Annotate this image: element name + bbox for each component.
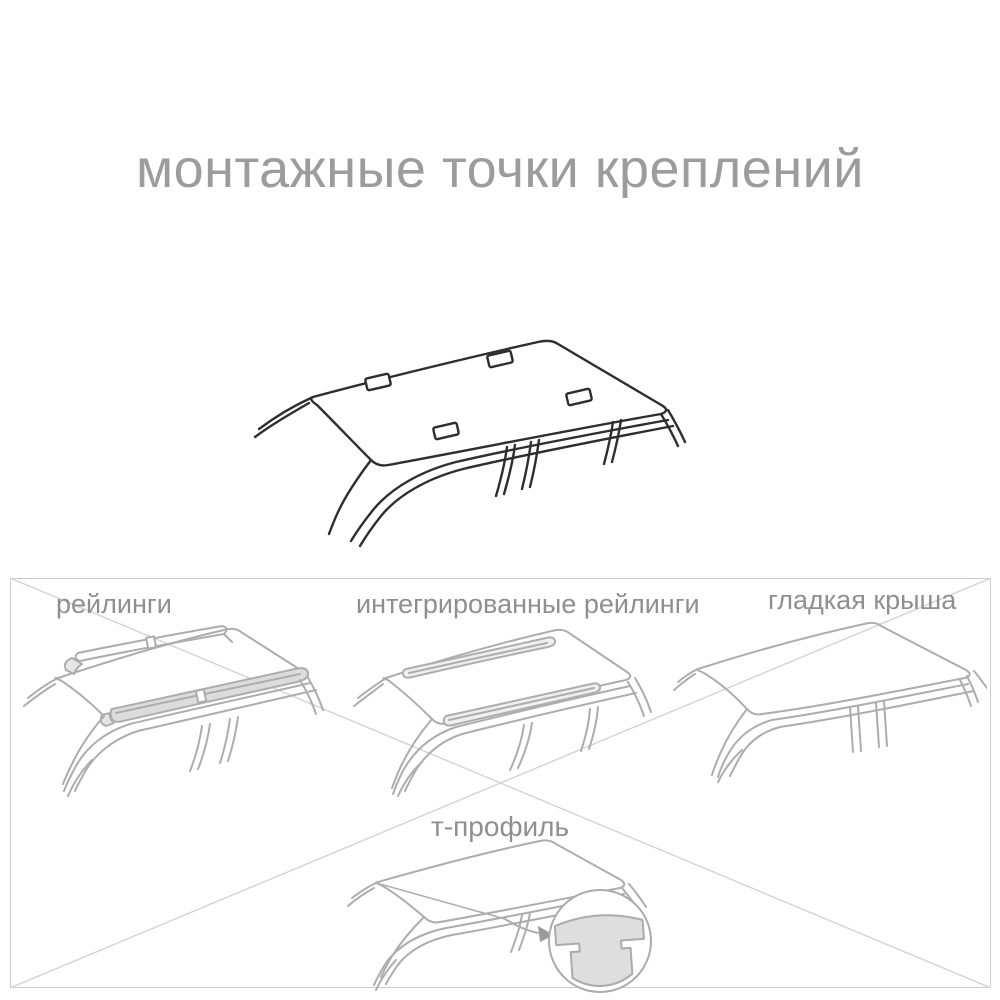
mount-point	[433, 422, 459, 439]
t-profile-illustration	[300, 838, 710, 1000]
label-smooth-roof: гладкая крыша	[768, 585, 957, 615]
railings-illustration	[16, 620, 331, 805]
mount-point	[566, 388, 592, 405]
label-railings: рейлинги	[56, 589, 172, 619]
main-roof-illustration	[235, 330, 705, 565]
t-profile-cross-section	[549, 890, 651, 992]
mount-point	[365, 373, 391, 390]
integrated-railings-illustration	[348, 622, 658, 802]
label-integrated-railings: интегрированные рейлинги	[356, 589, 700, 619]
smooth-roof-illustration	[672, 614, 987, 804]
page-title: монтажные точки креплений	[136, 139, 864, 199]
label-t-profile: т-профиль	[431, 811, 570, 842]
mount-points	[365, 350, 592, 439]
